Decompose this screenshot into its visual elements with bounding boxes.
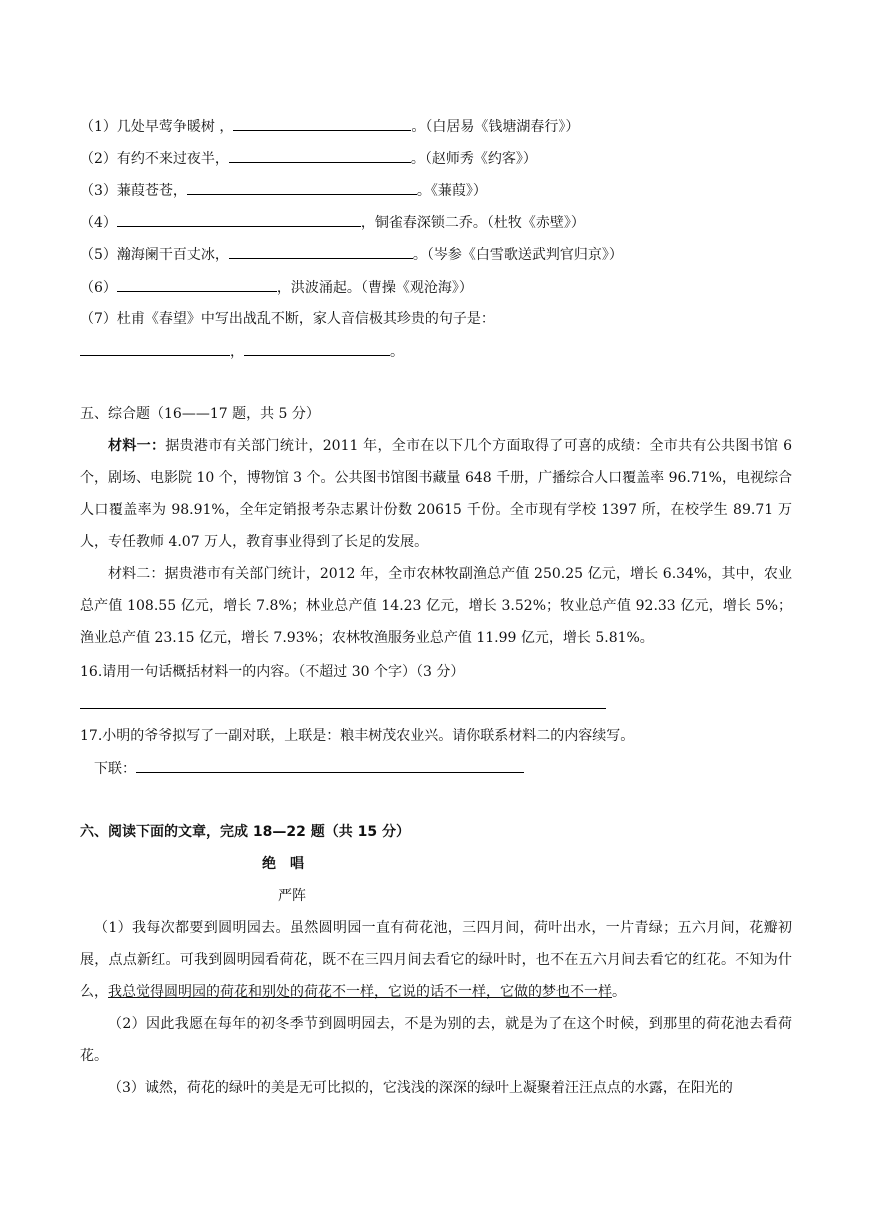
poetry-question-2 xyxy=(80,148,537,169)
question-16: 16.请用一句话概括材料一的内容。（不超过 30 个字）（3 分） xyxy=(80,664,465,680)
question-number: （2） xyxy=(80,151,117,167)
underlined-sentence: 我总觉得圆明园的荷花和别处的荷花不一样，它说的话不一样，它做的梦也不一样 xyxy=(108,984,612,1000)
paragraph-text: （3）诚然，荷花的绿叶的美是无可比拟的，它浅浅的深深的绿叶上凝聚着汪汪点点的水露，在阳光的 xyxy=(108,1080,733,1096)
answer-blank[interactable] xyxy=(117,277,277,292)
question-source: 。（岑参《白雪歌送武判官归京》） xyxy=(412,247,623,263)
answer-line-16[interactable] xyxy=(80,708,606,709)
question-source: 。《蒹葭》） xyxy=(416,183,487,199)
question-text: 几处早莺争暖树 ， xyxy=(116,119,234,135)
question-source: ，洪波涌起。（曹操《观沧海》） xyxy=(276,280,473,296)
question-number: （5） xyxy=(80,247,117,263)
paragraph-text: （2）因此我愿在每年的初冬季节到圆明园去，不是为别的去，就是为了在这个时候，到那里的荷花池去看荷花。 xyxy=(80,1016,792,1064)
question-source: 。（赵师秀《约客》） xyxy=(410,151,537,167)
material-1-label: 材料一： xyxy=(108,438,166,454)
answer-blank[interactable] xyxy=(229,244,413,259)
question-text: 有约不来过夜半， xyxy=(116,151,229,167)
question-17: 17.小明的爷爷拟写了一副对联，上联是：粮丰树茂农业兴。请你联系材料二的内容续写。 xyxy=(80,728,635,744)
question-text: 杜甫《春望》中写出战乱不断，家人音信极其珍贵的句子是： xyxy=(116,311,495,327)
poetry-question-7-answer xyxy=(80,341,404,362)
answer-blank[interactable] xyxy=(233,116,411,131)
poetry-question-1 xyxy=(80,116,579,137)
article-paragraph-2 xyxy=(80,1008,792,1072)
question-source: 。（白居易《钱塘湖春行》） xyxy=(411,119,580,135)
answer-blank[interactable] xyxy=(117,212,361,227)
material-2 xyxy=(80,558,792,654)
question-number: （1） xyxy=(80,119,117,135)
section-5-heading: 五、综合题（16——17 题，共 5 分） xyxy=(80,406,320,422)
question-number: （3） xyxy=(80,183,117,199)
question-number: （6） xyxy=(80,280,117,296)
question-number: （7） xyxy=(80,311,117,327)
paragraph-text: 。 xyxy=(612,984,626,1000)
couplet-label: 下联： xyxy=(94,761,136,777)
material-2-text: 材料二：据贵港市有关部门统计，2012 年，全市农林牧副渔总产值 250.25 亿元，增长 6.34%，其中，农业总产值 108.55 亿元，增长 7.8%；林业总产值 14.23 亿元，增长 3.52%；牧业总产值 92.33 亿元，增长 5%；渔业总产值 23.15 亿元，增长 7.93%；农林牧渔服务业总产值 11.99 亿元，增长 5.81%。 xyxy=(80,566,792,646)
material-1-text: 据贵港市有关部门统计，2011 年，全市在以下几个方面取得了可喜的成绩：全市共有公共图书馆 6 个，剧场、电影院 10 个，博物馆 3 个。公共图书馆图书藏量 648 千册，广播综合人口覆盖率 96.71%，电视综合人口覆盖率为 98.91%，全年定销报考杂志累计份数 20615 千份。全市现有学校 1397 所，在校学生 89.71 万人，专任教师 4.07 万人，教育事业得到了长足的发展。 xyxy=(80,438,793,550)
poetry-question-4 xyxy=(80,212,585,233)
answer-blank[interactable] xyxy=(244,341,390,356)
article-author: 严阵 xyxy=(278,888,306,904)
paragraph-text: （1）我每次都要到圆明园去。虽然圆明园一直有荷花池，三四月间，荷叶出水，一片青绿；五六月间，花瓣初展，点点新红。可我到圆明园看荷花，既不在三四月间去看它的绿叶时，也不在五六月间去看它的红花。不知为什么， xyxy=(80,920,792,1000)
answer-blank[interactable] xyxy=(80,341,230,356)
article-title: 绝 唱 xyxy=(262,856,304,872)
poetry-question-7 xyxy=(80,309,495,329)
punctuation: ， xyxy=(230,344,244,360)
answer-blank[interactable] xyxy=(229,148,411,163)
punctuation: 。 xyxy=(390,344,404,360)
question-number: （4） xyxy=(80,215,117,231)
answer-blank[interactable] xyxy=(136,758,524,773)
couplet-answer xyxy=(94,758,524,779)
poetry-question-3 xyxy=(80,180,487,201)
answer-blank[interactable] xyxy=(187,180,417,195)
question-source: ，铜雀春深锁二乔。（杜牧《赤壁》） xyxy=(360,215,585,231)
question-text: 瀚海阑干百丈冰， xyxy=(116,247,229,263)
section-6-heading: 六、阅读下面的文章，完成 18—22 题（共 15 分） xyxy=(80,824,410,840)
material-1 xyxy=(80,430,792,558)
question-text: 蒹葭苍苍， xyxy=(116,183,187,199)
article-paragraph-1 xyxy=(80,912,792,1008)
article-paragraph-3 xyxy=(80,1072,792,1104)
poetry-question-6 xyxy=(80,277,473,298)
poetry-question-5 xyxy=(80,244,623,265)
